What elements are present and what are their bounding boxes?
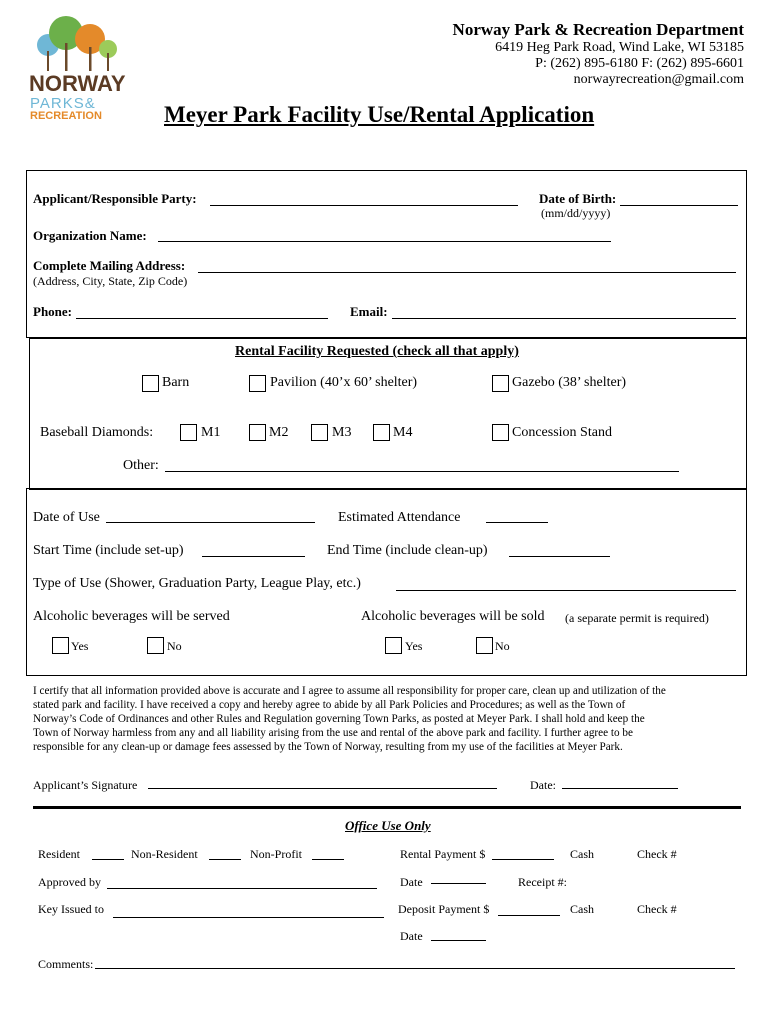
non-profit-field[interactable] (312, 859, 344, 860)
receipt-label: Receipt #: (518, 875, 567, 889)
concession-stand-checkbox[interactable] (492, 424, 509, 441)
type-of-use-label: Type of Use (Shower, Graduation Party, League Play, etc.) (33, 576, 361, 591)
organization-name-label: Organization Name: (33, 228, 147, 243)
estimated-attendance-field[interactable] (486, 522, 548, 523)
date-of-use-field[interactable] (106, 522, 315, 523)
deposit-check-label: Check # (637, 902, 677, 916)
phone-field[interactable] (76, 318, 328, 319)
m3-checkbox[interactable] (311, 424, 328, 441)
approved-by-label: Approved by (38, 875, 101, 889)
served-yes-label: Yes (71, 639, 89, 653)
key-issued-label: Key Issued to (38, 902, 104, 916)
type-of-use-field[interactable] (396, 590, 736, 591)
concession-stand-label: Concession Stand (512, 425, 612, 440)
certification-line: I certify that all information provided above is accurate and I agree to assume all responsibility for proper care, clean up and utilization of the (33, 685, 666, 697)
estimated-attendance-label: Estimated Attendance (338, 510, 461, 525)
logo-word-parks: PARKS& (30, 95, 96, 112)
start-time-label: Start Time (include set-up) (33, 543, 184, 558)
deposit-cash-label: Cash (570, 902, 594, 916)
m1-checkbox[interactable] (180, 424, 197, 441)
certification-line: Norway’s Code of Ordinances and other Rules and Regulation governing Town Parks, as posted at Meyer Park. I shall hold and keep the (33, 713, 645, 725)
certification-line: Town of Norway harmless from any and all liability arising from the use and rental of the above park and facility. I further agree to be (33, 727, 633, 739)
deposit-date-field[interactable] (431, 940, 486, 941)
pavilion-checkbox[interactable] (249, 375, 266, 392)
sold-yes-checkbox[interactable] (385, 637, 402, 654)
applicant-party-label: Applicant/Responsible Party: (33, 191, 197, 206)
m4-checkbox[interactable] (373, 424, 390, 441)
m1-label: M1 (201, 425, 221, 440)
phone-label: Phone: (33, 304, 72, 319)
alcohol-served-label: Alcoholic beverages will be served (33, 609, 230, 624)
dob-field[interactable] (620, 205, 738, 206)
dob-hint: (mm/dd/yyyy) (541, 206, 611, 220)
facility-heading: Rental Facility Requested (check all that apply) (235, 344, 519, 359)
certification-text (33, 684, 747, 754)
m2-checkbox[interactable] (249, 424, 266, 441)
rental-payment-label: Rental Payment $ (400, 847, 486, 861)
office-divider (33, 806, 741, 809)
barn-label: Barn (162, 375, 190, 390)
signature-date-field[interactable] (562, 788, 678, 789)
department-name: Norway Park & Recreation Department (452, 20, 744, 39)
email-field[interactable] (392, 318, 736, 319)
department-phone-fax: P: (262) 895-6180 F: (262) 895-6601 (535, 56, 744, 71)
page-title: Meyer Park Facility Use/Rental Application (164, 102, 595, 127)
email-label: Email: (350, 304, 388, 319)
end-time-label: End Time (include clean-up) (327, 543, 488, 558)
served-no-checkbox[interactable] (147, 637, 164, 654)
department-address: 6419 Heg Park Road, Wind Lake, WI 53185 (495, 40, 744, 55)
baseball-diamonds-label: Baseball Diamonds: (40, 425, 154, 440)
barn-checkbox[interactable] (142, 375, 159, 392)
served-no-label: No (167, 639, 182, 653)
approved-date-field[interactable] (431, 883, 486, 884)
rental-cash-label: Cash (570, 847, 594, 861)
resident-field[interactable] (92, 859, 124, 860)
logo-word-recreation: RECREATION (30, 110, 102, 122)
alcohol-sold-label: Alcoholic beverages will be sold (361, 609, 545, 624)
gazebo-label: Gazebo (38’ shelter) (512, 375, 627, 390)
dob-label: Date of Birth: (539, 191, 617, 206)
rental-payment-field[interactable] (492, 859, 554, 860)
rental-check-label: Check # (637, 847, 677, 861)
m3-label: M3 (332, 425, 352, 440)
signature-date-label: Date: (530, 778, 556, 792)
pavilion-label: Pavilion (40’x 60’ shelter) (270, 375, 418, 390)
served-yes-checkbox[interactable] (52, 637, 69, 654)
other-field[interactable] (165, 471, 679, 472)
logo-word-norway: NORWAY (29, 71, 126, 96)
gazebo-checkbox[interactable] (492, 375, 509, 392)
key-issued-field[interactable] (113, 917, 384, 918)
department-email: norwayrecreation@gmail.com (573, 72, 744, 87)
start-time-field[interactable] (202, 556, 305, 557)
mailing-address-hint: (Address, City, State, Zip Code) (33, 274, 188, 288)
comments-label: Comments: (38, 957, 94, 971)
deposit-payment-field[interactable] (498, 915, 560, 916)
approved-by-field[interactable] (107, 888, 377, 889)
office-use-heading: Office Use Only (345, 818, 431, 833)
approved-date-label: Date (400, 875, 423, 889)
resident-label: Resident (38, 847, 80, 861)
mailing-address-field[interactable] (198, 272, 736, 273)
m2-label: M2 (269, 425, 289, 440)
sold-no-label: No (495, 639, 510, 653)
applicant-signature-label: Applicant’s Signature (33, 778, 138, 792)
organization-name-field[interactable] (158, 241, 611, 242)
non-resident-label: Non-Resident (131, 847, 198, 861)
deposit-date-label: Date (400, 929, 423, 943)
non-resident-field[interactable] (209, 859, 241, 860)
date-of-use-label: Date of Use (33, 510, 100, 525)
applicant-signature-field[interactable] (148, 788, 497, 789)
trees-icon (28, 15, 128, 73)
alcohol-sold-note: (a separate permit is required) (565, 611, 709, 625)
m4-label: M4 (393, 425, 413, 440)
certification-line: stated park and facility. I have received a copy and hereby agree to abide by all Park Policies and Procedures; as well as the Town of (33, 699, 626, 711)
norway-parks-logo (28, 15, 128, 123)
mailing-address-label: Complete Mailing Address: (33, 258, 186, 273)
comments-field[interactable] (95, 968, 735, 969)
certification-line: responsible for any clean-up or damage fees assessed by the Town of Norway, resulting from my use of the facilities at Meyer Park. (33, 741, 623, 753)
applicant-party-field[interactable] (210, 205, 518, 206)
other-label: Other: (123, 458, 159, 473)
sold-yes-label: Yes (405, 639, 423, 653)
deposit-payment-label: Deposit Payment $ (398, 902, 490, 916)
sold-no-checkbox[interactable] (476, 637, 493, 654)
end-time-field[interactable] (509, 556, 610, 557)
non-profit-label: Non-Profit (250, 847, 302, 861)
